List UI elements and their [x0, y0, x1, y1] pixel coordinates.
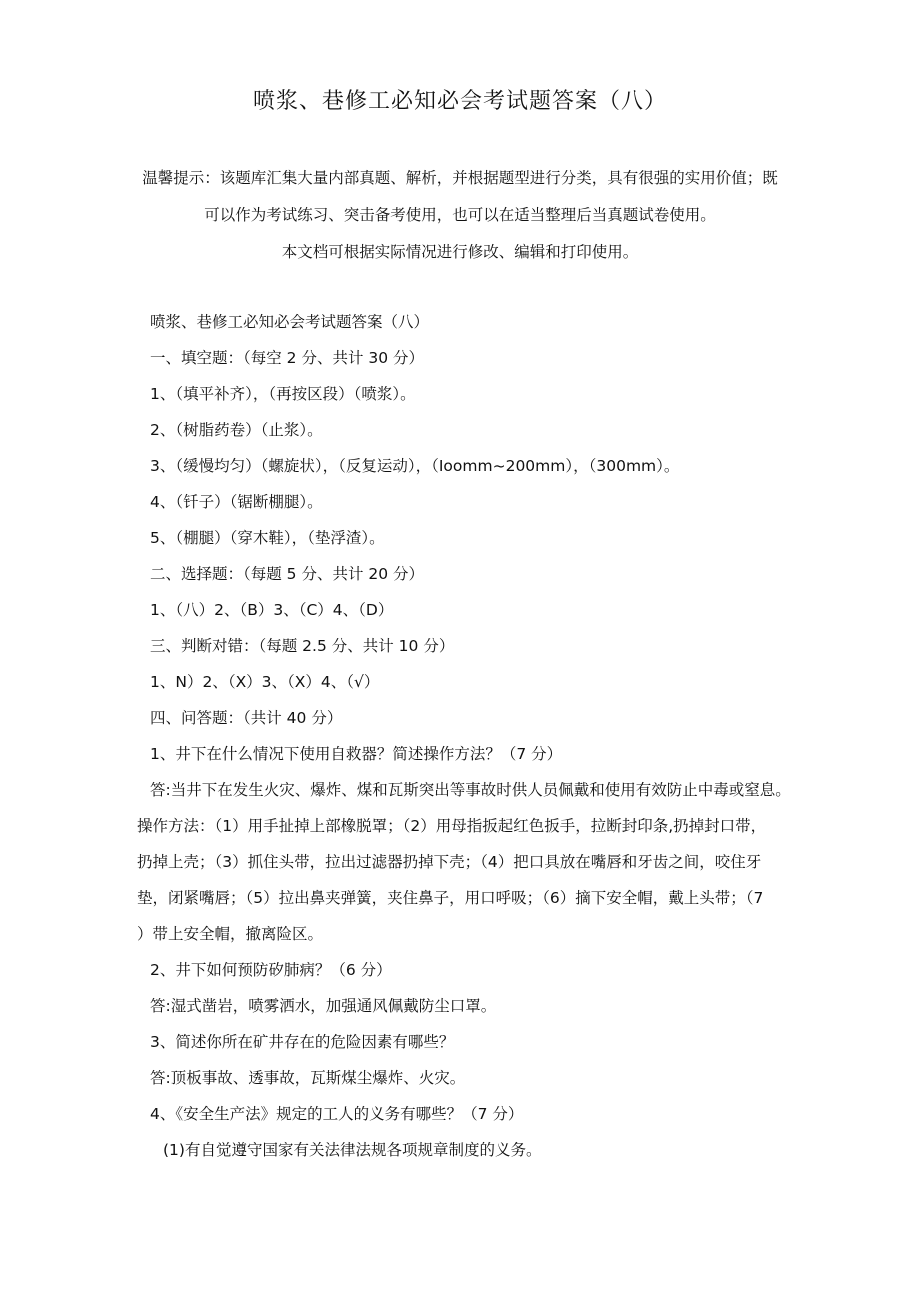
section-qa: 四、问答题：（共计 40 分）: [150, 709, 343, 727]
tip-line-1: 温馨提示：该题库汇集大量内部真题、解析，并根据题型进行分类，具有很强的实用价值；既: [142, 169, 778, 187]
question-line: 2、井下如何预防矽肺病？（6 分）: [150, 961, 392, 979]
section-true-false: 三、判断对错：（每题 2.5 分、共计 10 分）: [150, 637, 455, 655]
question-line: 4、《安全生产法》规定的工人的义务有哪些？（7 分）: [150, 1105, 524, 1123]
answer-line: ）带上安全帽，撤离险区。: [137, 925, 324, 943]
answer-line: 1、（填平补齐），（再按区段）（喷浆）。: [150, 385, 416, 403]
tip-line-2: 可以作为考试练习、突击备考使用，也可以在适当整理后当真题试卷使用。: [204, 206, 716, 224]
document-title: 喷浆、巷修工必知必会考试题答案（八）: [252, 89, 667, 114]
tip-line-3: 本文档可根据实际情况进行修改、编辑和打印使用。: [281, 243, 639, 261]
answer-line: 2、（树脂药卷）（止浆）。: [150, 421, 323, 439]
section-fill-in: 一、填空题：（每空 2 分、共计 30 分）: [150, 349, 425, 367]
answer-line: 1、N）2、（X）3、（X）4、（√）: [150, 673, 380, 691]
answer-line: 5、（棚腿）（穿木鞋），（垫浮渣）。: [150, 529, 385, 547]
answer-line: 4、（钎子）（锯断棚腿）。: [150, 493, 323, 511]
answer-line: (1)有自觉遵守国家有关法律法规各项规章制度的义务。: [163, 1141, 542, 1159]
question-line: 1、井下在什么情况下使用自救器？简述操作方法？（7 分）: [150, 745, 563, 763]
answer-line: 答:顶板事故、透事故，瓦斯煤尘爆炸、火灾。: [150, 1069, 466, 1087]
answer-line: 操作方法：（1）用手扯掉上部橡脱罩；（2）用母指扳起红色扳手，拉断封印条,扔掉封口带，: [137, 817, 767, 835]
answer-line: 3、（缓慢均匀）（螺旋状），（反复运动），（Ioomm~200mm），（300mm）。: [150, 457, 680, 475]
answer-line: 答:湿式凿岩，喷雾洒水，加强通风佩戴防尘口罩。: [150, 997, 497, 1015]
answer-line: 1、（八）2、（B）3、（C）4、（D）: [150, 601, 394, 619]
section-heading: 喷浆、巷修工必知必会考试题答案（八）: [150, 313, 430, 331]
question-line: 3、简述你所在矿井存在的危险因素有哪些？: [150, 1033, 455, 1051]
answer-line: 扔掉上壳；（3）抓住头带，拉出过滤器扔掉下壳；（4）把口具放在嘴唇和牙齿之间，咬住牙: [137, 853, 762, 871]
answer-line: 答:当井下在发生火灾、爆炸、煤和瓦斯突出等事故时供人员佩戴和使用有效防止中毒或窒息。: [150, 781, 791, 799]
answer-line: 垫，闭紧嘴唇；（5）拉出鼻夹弹簧，夹住鼻子，用口呼吸；（6）摘下安全帽，戴上头带；（7: [137, 889, 764, 907]
section-choice: 二、选择题：（每题 5 分、共计 20 分）: [150, 565, 425, 583]
